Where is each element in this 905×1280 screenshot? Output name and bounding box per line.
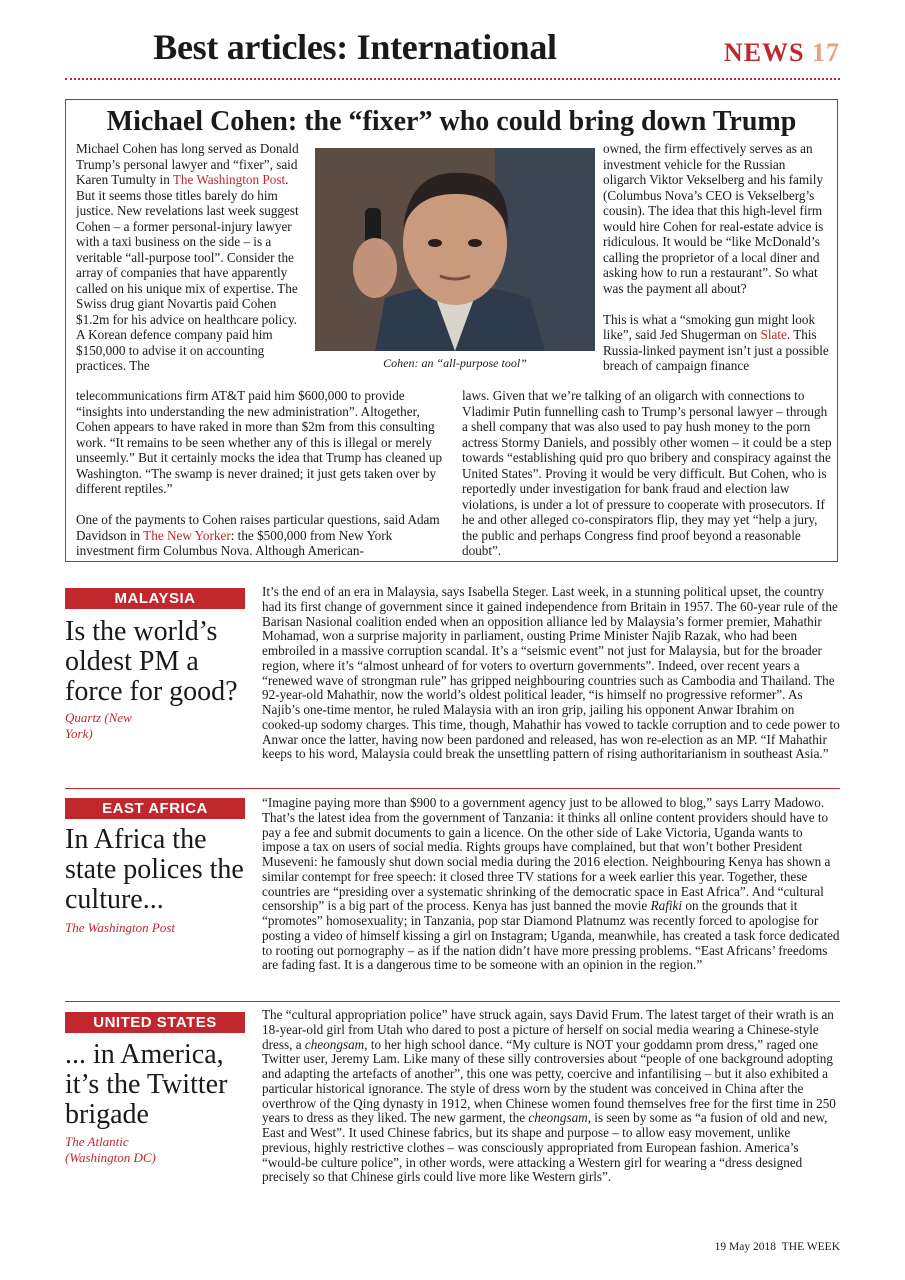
section-label [724, 38, 840, 68]
cohen-column-left [76, 141, 308, 388]
cohen-column-right-lower [462, 388, 832, 558]
page-title: Best articles: International [153, 27, 557, 67]
east-africa-source: The Washington Post [65, 920, 176, 935]
cohen-paragraph-1a: Michael Cohen has long served as Donald Trump’s personal lawyer and “fixer”, said Karen Tumulty in [76, 141, 299, 187]
page-number: 17 [812, 38, 840, 67]
portrait-image [315, 148, 595, 351]
united-states-body-c: , is seen by some as “a fusion of old and new, East and West”. It used Chinese fabrics, but its shape and purpose – to allow easy movement, unlike previous, highly restrictive clothes – was consciously appropriated from European fashion. America’s “would-be culture police”, in other words, were attacking a Western girl for wearing a “dress designed precisely so that Chinese girls could live more like Western girls”. [262, 1110, 828, 1185]
header-divider [65, 78, 840, 80]
united-states-headline: ... in America, it’s the Twitter brigade [65, 1039, 228, 1130]
east-africa-tag: EAST AFRICA [65, 798, 245, 819]
cohen-headline: Michael Cohen: the “fixer” who could bring down Trump [106, 106, 797, 137]
cohen-paragraph-2b: : the $500,000 from New York investment firm Columbus Nova. Although American- [76, 527, 393, 558]
cohen-column-left-lower [76, 388, 448, 558]
malaysia-headline: Is the world’s oldest PM a force for good? [65, 616, 238, 707]
united-states-source: The Atlantic (Washington DC) [65, 1134, 156, 1165]
source-slate: Slate [760, 327, 787, 342]
united-states-body-a: The “cultural appropriation police” have struck again, says David Frum. The latest target of their wrath is an 18-year-old girl from Utah who dared to post a picture of herself on social media wearing a Chinese-style dress, a [262, 1007, 834, 1052]
east-africa-headline: In Africa the state polices the culture... [65, 824, 244, 915]
page-footer [715, 1241, 840, 1253]
east-africa-body-a: “Imagine paying more than $900 to a government agency just to be allowed to blog,” says Larry Madowo. That’s the latest idea from the government of Tanzania: it thinks all online content providers should have to pay a fee and submit documents to gain a licence. On the other side of Lake Victoria, Uganda wants to impose a tax on users of social media. Rights groups have complained, but that won’t bother President Museveni: he famously shut down social media during the 2016 election. Neighbouring Kenya has shown a similar contempt for free speech: it closed three TV stations for a week earlier this year. Together, these countries are “presiding over a systematic shrinking of the democratic space in East Africa”. And “cultural censorship” is a big part of the process. Kenya has just banned the movie [262, 795, 831, 914]
cohen-paragraph-1c: telecommunications firm AT&T paid him $600,000 to provide “insights into understanding the new administration”. Altogether, Cohen appears to have raked in more than $2m from this consulting work. “It remains to be seen whether any of this is illegal or merely unseemly.” But it certainly mocks the idea that Trump has cleaned up Washington. “The swamp is never drained; it just gets taken over by different reptiles.” [76, 388, 443, 496]
united-states-body [262, 1008, 840, 1185]
cohen-paragraph-1b: . But it seems those titles barely do him justice. New revelations last week suggest Cohen – a former personal-injury lawyer with a taxi business on the side – is a veritable “all-purpose tool”. Consider the array of companies that have apparently called on his unique mix of expertise. The Swiss drug giant Novartis paid Cohen $1.2m for his advice on healthcare policy. A Korean defence company paid him $150,000 to advise it on accounting practices. The [76, 172, 299, 373]
malaysia-source: Quartz (New York) [65, 710, 132, 741]
united-states-section [65, 1007, 840, 1210]
united-states-tag: UNITED STATES [65, 1012, 245, 1033]
cohen-article [65, 99, 838, 562]
cohen-column-right [603, 141, 829, 388]
cohen-paragraph-4c: laws. Given that we’re talking of an oligarch with connections to Vladimir Putin funnelling cash to Trump’s personal lawyer – through a shell company that was also used to pay hush money to the porn actress Stormy Daniels, and possibly other women – it could be a step towards “establishing quid pro quo bribery and conspiracy against the United States”. Proving it would be very difficult. But Cohen, who is reportedly under investigation for bank fraud and election law violations, is under a lot of pressure to cooperate with prosecutors. If he and other alleged co-conspirators flip, they may yet “help a jury, the public and perhaps Congress find proof beyond a reasonable doubt”. [462, 388, 832, 558]
cohen-paragraph-4a: This is what a “smoking gun might look like”, said Jed Shugerman on [603, 311, 816, 342]
publication-name: THE WEEK [781, 1241, 840, 1253]
east-africa-divider [65, 1001, 840, 1002]
cohen-paragraph-2a: One of the payments to Cohen raises particular questions, said Adam Davidson in [76, 512, 440, 543]
united-states-body-b: , to her high school dance. “My culture is NOT your goddamn prom dress,” raged one Twitter user, Jeremy Lam. Like many of these silly controversies about “people of one background adopting and adapting the artefacts of another”, this one was petty, coercive and infantilising – but it also exhibited a particular historical ignorance. The style of dress worn by the student was conceived in China after the overthrow of the Qing dynasty in 1912, when Chinese women found themselves free for the first time in 250 years to dress as they liked. The new garment, the [262, 1036, 836, 1126]
cohen-paragraph-4b: . This Russia-linked payment isn’t just a possible breach of campaign finance [603, 327, 829, 373]
malaysia-section [65, 586, 840, 791]
section-name: NEWS [723, 38, 805, 67]
garment-term: cheongsam [304, 1036, 365, 1052]
photo-caption: Cohen: an “all-purpose tool” [383, 356, 527, 370]
malaysia-divider [65, 788, 840, 789]
east-africa-section [65, 795, 840, 1003]
east-africa-body [262, 796, 840, 973]
cohen-paragraph-3: owned, the firm effectively serves as an investment vehicle for the Russian oligarch Viktor Vekselberg and his family (Columbus Nova’s CEO is Vekselberg’s cousin). The idea that this high-level firm would hire Cohen for real-estate advice is ridiculous. It would be “like McDonald’s calling the proprietor of a local diner and asking how to run a restaurant”. So what was the payment all about? [603, 141, 824, 296]
source-new-yorker: The New Yorker [143, 527, 231, 543]
film-title: Rafiki [650, 898, 683, 914]
cohen-photo [315, 148, 595, 351]
east-africa-body-b: on the grounds that it “promotes” homosexuality; in Tanzania, pop star Diamond Platnumz was recently forced to apologise for posting a video of himself kissing a girl on Instagram; Uganda, meanwhile, has created a task force dedicated to rooting out pornography – as if the nation didn’t have more pressing problems. “East Africans’ freedoms are fading fast. It is a dangerous time to be someone with an opinion in the region.” [262, 898, 840, 973]
garment-term: cheongsam [528, 1110, 588, 1126]
issue-date: 19 May 2018 [714, 1241, 777, 1253]
malaysia-tag: MALAYSIA [65, 588, 245, 609]
source-washington-post: The Washington Post [172, 172, 286, 187]
malaysia-body: It’s the end of an era in Malaysia, says Isabella Steger. Last week, in a stunning political upset, the country had its first change of government since it gained independence from Britain in 1957. The 60-year rule of the Barisan Nasional coalition ended when an opposition alliance led by Malaysia’s former premier, Mahathir Mohamad, won a surprise majority in parliament, ousting Prime Minister Najib Razak, who had been embroiled in a massive corruption scandal. It’s a “seismic event” not just for Malaysia, but for the broader region, where it’s “almost unheard of for voters to overturn governments”. Indeed, over recent years a “renewed wave of strongman rule” has gripped neighbouring countries such as Cambodia and Thailand. The 92-year-old Mahathir, now the world’s oldest political leader, “is himself no progressive reformer”. As Najib’s one-time mentor, he ruled Malaysia with an iron grip, jailing his opponent Anwar Ibrahim on cooked-up sodomy charges. This time, though, Mahathir has vowed to tackle corruption and to cede power to Anwar once the latter, having now been pardoned and released, has won re-election as an MP. “If Mahathir keeps to his word, Malaysia could break the unsettling pattern of rising authoritarianism in southeast Asia.” [262, 584, 840, 762]
